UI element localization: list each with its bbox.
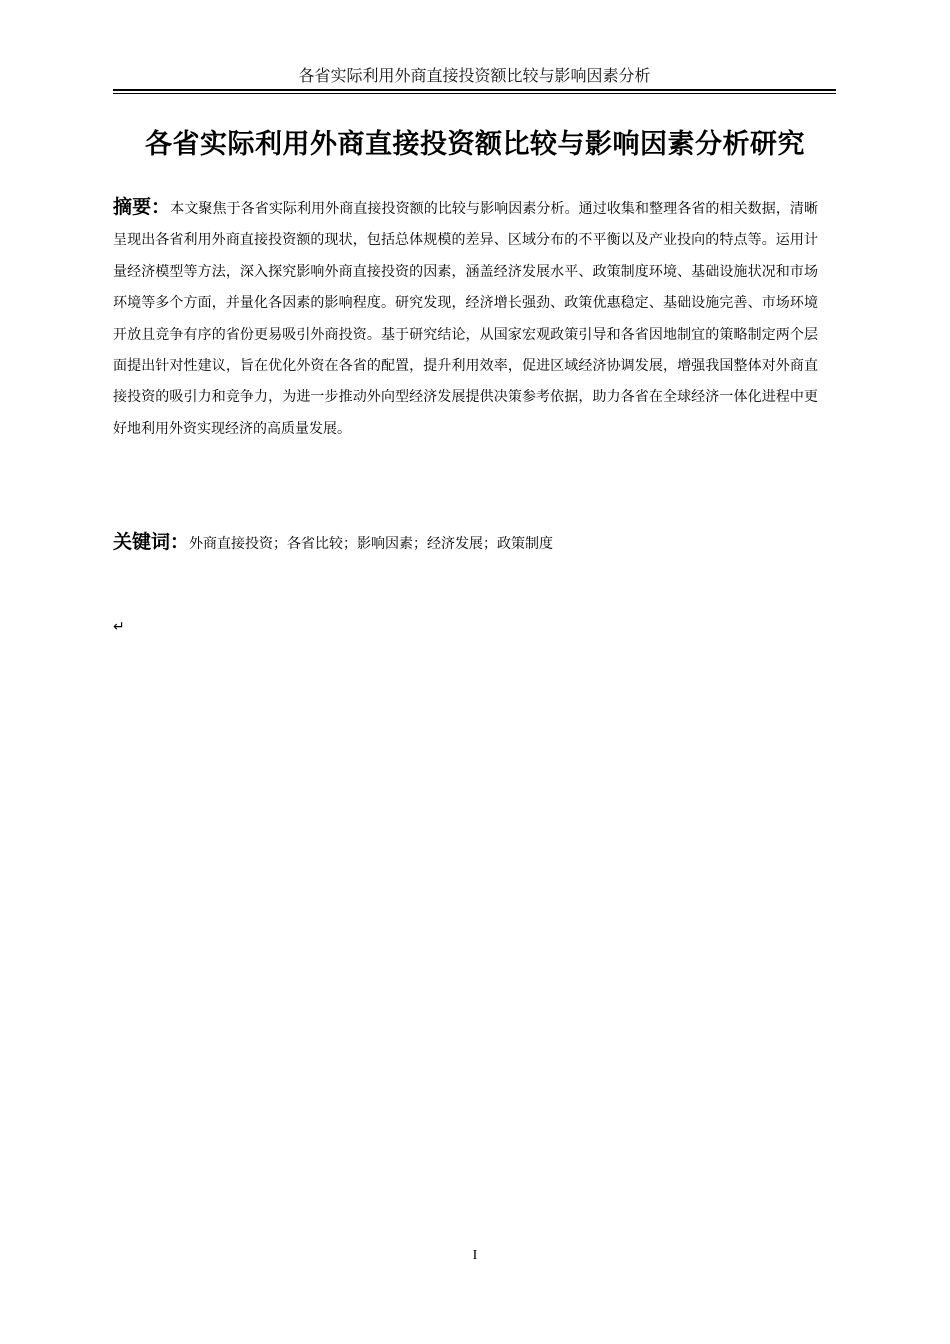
keywords-text: 外商直接投资；各省比较；影响因素；经济发展；政策制度 [189,536,554,552]
abstract-text: 本文聚焦于各省实际利用外商直接投资额的比较与影响因素分析。通过收集和整理各省的相关数据，清晰呈现出各省利用外商直接投资额的现状，包括总体规模的差异、区域分布的不平衡以及产业投向的特点等。运用计量经济模型等方法，深入探究影响外商直接投资的因素，涵盖经济发展水平、政策制度环境、基础设施状况和市场环境等多个方面，并量化各因素的影响程度。研究发现，经济增长强劲、政策优惠稳定、基础设施完善、市场环境开放且竞争有序的省份更易吸引外商投资。基于研究结论，从国家宏观政策引导和各省因地制宜的策略制定两个层面提出针对性建议，旨在优化外资在各省的配置，提升利用效率，促进区域经济协调发展，增强我国整体对外商直接投资的吸引力和竞争力，为进一步推动外向型经济发展提供决策参考依据，助力各省在全球经济一体化进程中更好地利用外资实现经济的高质量发展。 [113,201,818,437]
paragraph-mark-icon: ↵ [113,619,125,635]
abstract-paragraph [113,192,818,445]
keywords-paragraph [113,527,818,560]
document-title: 各省实际利用外商直接投资额比较与影响因素分析研究 [145,129,805,160]
abstract-label: 摘要： [113,196,171,218]
running-header: 各省实际利用外商直接投资额比较与影响因素分析 [298,68,651,85]
keywords-label: 关键词： [113,531,190,553]
header-divider [113,89,836,94]
page-number: I [472,1248,478,1263]
